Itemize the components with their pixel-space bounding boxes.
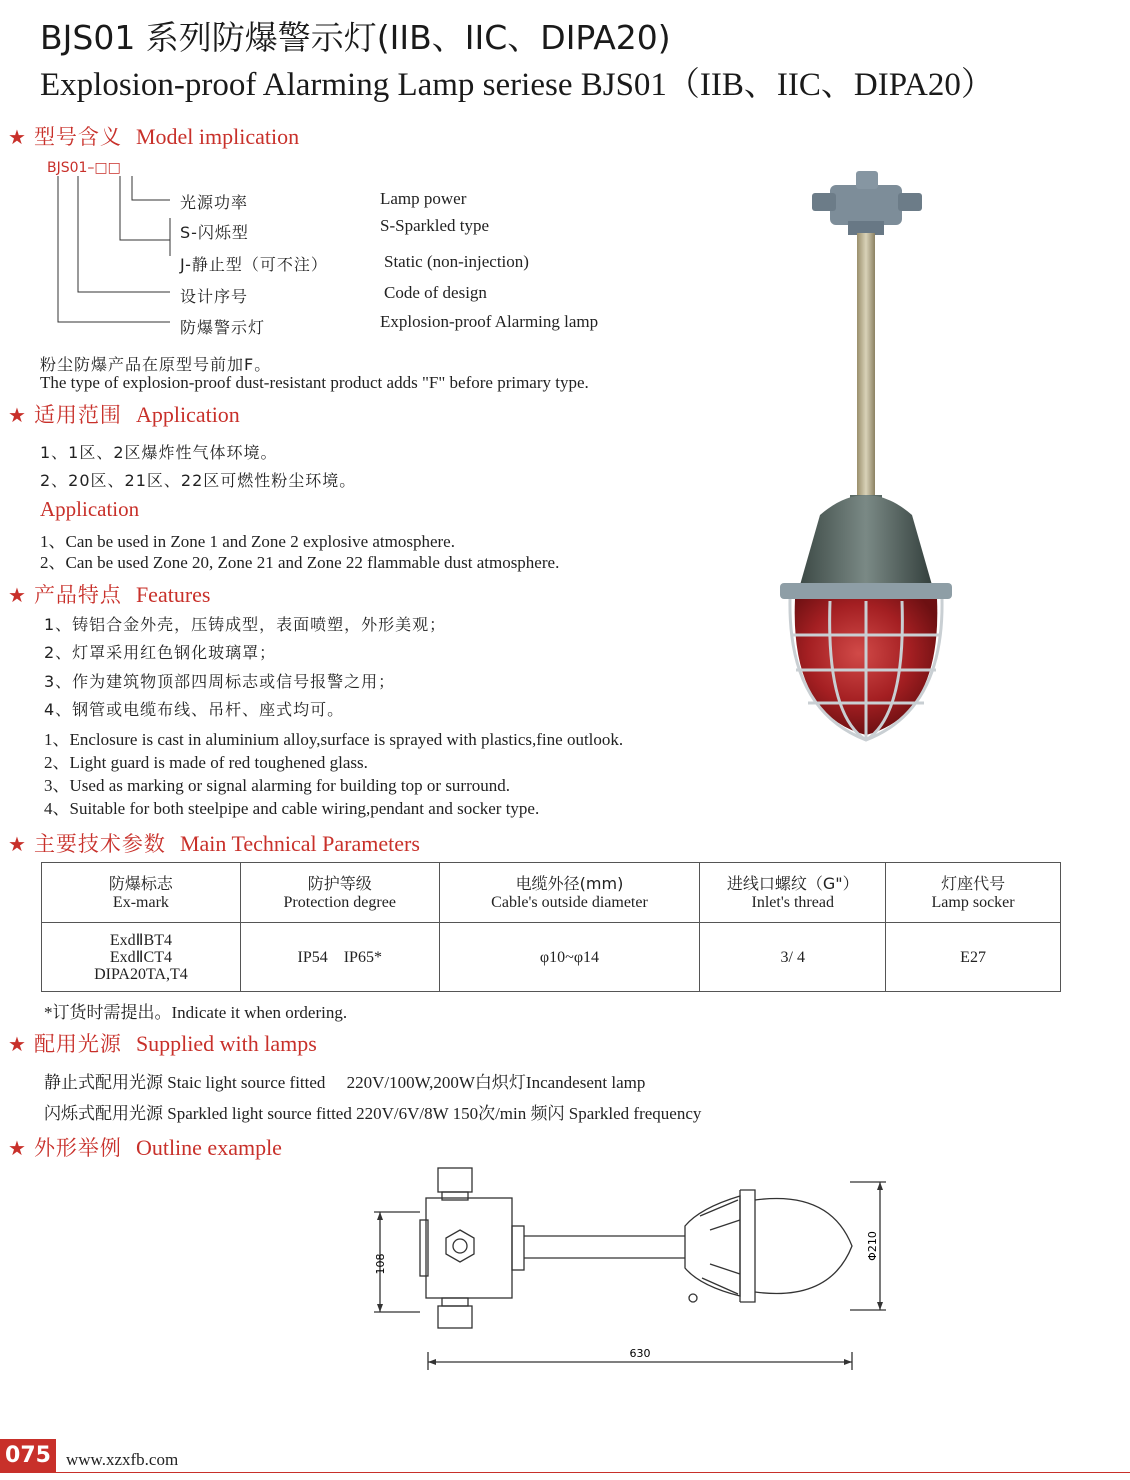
- dim-height-label: 108: [374, 1253, 387, 1275]
- features-cn-item: 1、铸铝合金外壳，压铸成型，表面喷塑，外形美观；: [44, 615, 447, 634]
- application-en-item: 1、Can be used in Zone 1 and Zone 2 explosive atmosphere.: [40, 532, 455, 551]
- features-cn-item: 4、钢管或电缆布线、吊杆、座式均可。: [44, 700, 345, 719]
- star-icon: ★: [8, 403, 26, 427]
- model-item-cn: 设计序号: [180, 287, 249, 306]
- socket-cell: E27: [886, 923, 1061, 992]
- star-icon: ★: [8, 1032, 26, 1056]
- model-item-en: Lamp power: [380, 189, 467, 208]
- star-icon: ★: [8, 125, 26, 149]
- lamps-line-sparkled: 闪烁式配用光源 Sparkled light source fitted 220V/6V/8W 150次/min 频闪 Sparkled frequency: [44, 1104, 702, 1123]
- features-en-item: 3、Used as marking or signal alarming for building top or surround.: [44, 776, 511, 795]
- features-en-item: 1、Enclosure is cast in aluminium alloy,surface is sprayed with plastics,fine outlook.: [44, 730, 624, 749]
- table-row: [42, 923, 1061, 992]
- application-subheading: Application: [40, 497, 140, 521]
- star-icon: ★: [8, 1136, 26, 1160]
- features-cn-item: 2、灯罩采用红色钢化玻璃罩；: [44, 643, 277, 662]
- parameters-note: *订货时需提出。Indicate it when ordering.: [44, 1003, 348, 1022]
- protection-cell: IP54 IP65*: [240, 923, 439, 992]
- features-en-item: 4、Suitable for both steelpipe and cable wiring,pendant and socker type.: [44, 799, 540, 818]
- model-item-en: S-Sparkled type: [380, 216, 490, 235]
- product-photo: [760, 155, 1000, 755]
- model-code: BJS01–□□: [47, 160, 121, 176]
- section-model: ★ 型号含义 Model implication: [8, 124, 300, 149]
- header-cell: 进线口螺纹（G"） Inlet's thread: [700, 863, 886, 923]
- model-item-en: Static (non-injection): [384, 252, 529, 271]
- cable-cell: φ10~φ14: [439, 923, 700, 992]
- section-outline: ★ 外形举例 Outline example: [8, 1135, 282, 1160]
- lamps-line-static: 静止式配用光源 Staic light source fitted 220V/100W,200W白炽灯Incandesent lamp: [44, 1073, 646, 1092]
- model-item-cn: 防爆警示灯: [180, 318, 266, 337]
- page-title-cn: BJS01 系列防爆警示灯(IIB、IIC、DIPA20): [40, 18, 671, 57]
- outline-drawing: [360, 1160, 900, 1380]
- page-title-en: Explosion-proof Alarming Lamp seriese BJS01（IIB、IIC、DIPA20）: [40, 67, 994, 103]
- table-header-row: [42, 863, 1061, 923]
- section-application: ★ 适用范围 Application: [8, 402, 240, 427]
- section-lamps: ★ 配用光源 Supplied with lamps: [8, 1031, 317, 1056]
- section-parameters: ★ 主要技术参数 Main Technical Parameters: [8, 831, 420, 856]
- model-item-cn: 光源功率: [180, 193, 249, 212]
- exmark-cell: ExdⅡBT4 ExdⅡCT4 DIPA20TA,T4: [42, 923, 241, 992]
- footer-url[interactable]: www.xzxfb.com: [66, 1450, 179, 1469]
- page-number: 075: [0, 1439, 56, 1473]
- features-en-item: 2、Light guard is made of red toughened glass.: [44, 753, 368, 772]
- application-cn-item: 2、20区、21区、22区可燃性粉尘环境。: [40, 471, 357, 490]
- header-cell: 防爆标志 Ex-mark: [42, 863, 241, 923]
- footer-divider: [0, 1472, 1130, 1473]
- dim-length-label: 630: [629, 1347, 651, 1360]
- model-tree-lines: [50, 174, 180, 324]
- header-cell: 灯座代号 Lamp socker: [886, 863, 1061, 923]
- model-item-en: Code of design: [384, 283, 487, 302]
- dim-diameter-label: Φ210: [866, 1231, 879, 1261]
- header-cell: 电缆外径(mm) Cable's outside diameter: [439, 863, 700, 923]
- header-cell: 防护等级 Protection degree: [240, 863, 439, 923]
- features-cn-item: 3、作为建筑物顶部四周标志或信号报警之用；: [44, 672, 396, 691]
- model-note-cn: 粉尘防爆产品在原型号前加F。: [40, 355, 272, 374]
- application-en-item: 2、Can be used Zone 20, Zone 21 and Zone 22 flammable dust atmosphere.: [40, 553, 560, 572]
- model-item-cn: S-闪烁型: [180, 223, 249, 242]
- parameters-table: [41, 862, 1061, 992]
- thread-cell: 3/ 4: [700, 923, 886, 992]
- application-cn-item: 1、1区、2区爆炸性气体环境。: [40, 443, 278, 462]
- star-icon: ★: [8, 832, 26, 856]
- model-note-en: The type of explosion-proof dust-resistant product adds "F" before primary type.: [40, 373, 589, 392]
- section-features: ★ 产品特点 Features: [8, 582, 211, 607]
- star-icon: ★: [8, 583, 26, 607]
- model-item-cn: J-静止型（可不注）: [180, 255, 328, 274]
- model-item-en: Explosion-proof Alarming lamp: [380, 312, 599, 331]
